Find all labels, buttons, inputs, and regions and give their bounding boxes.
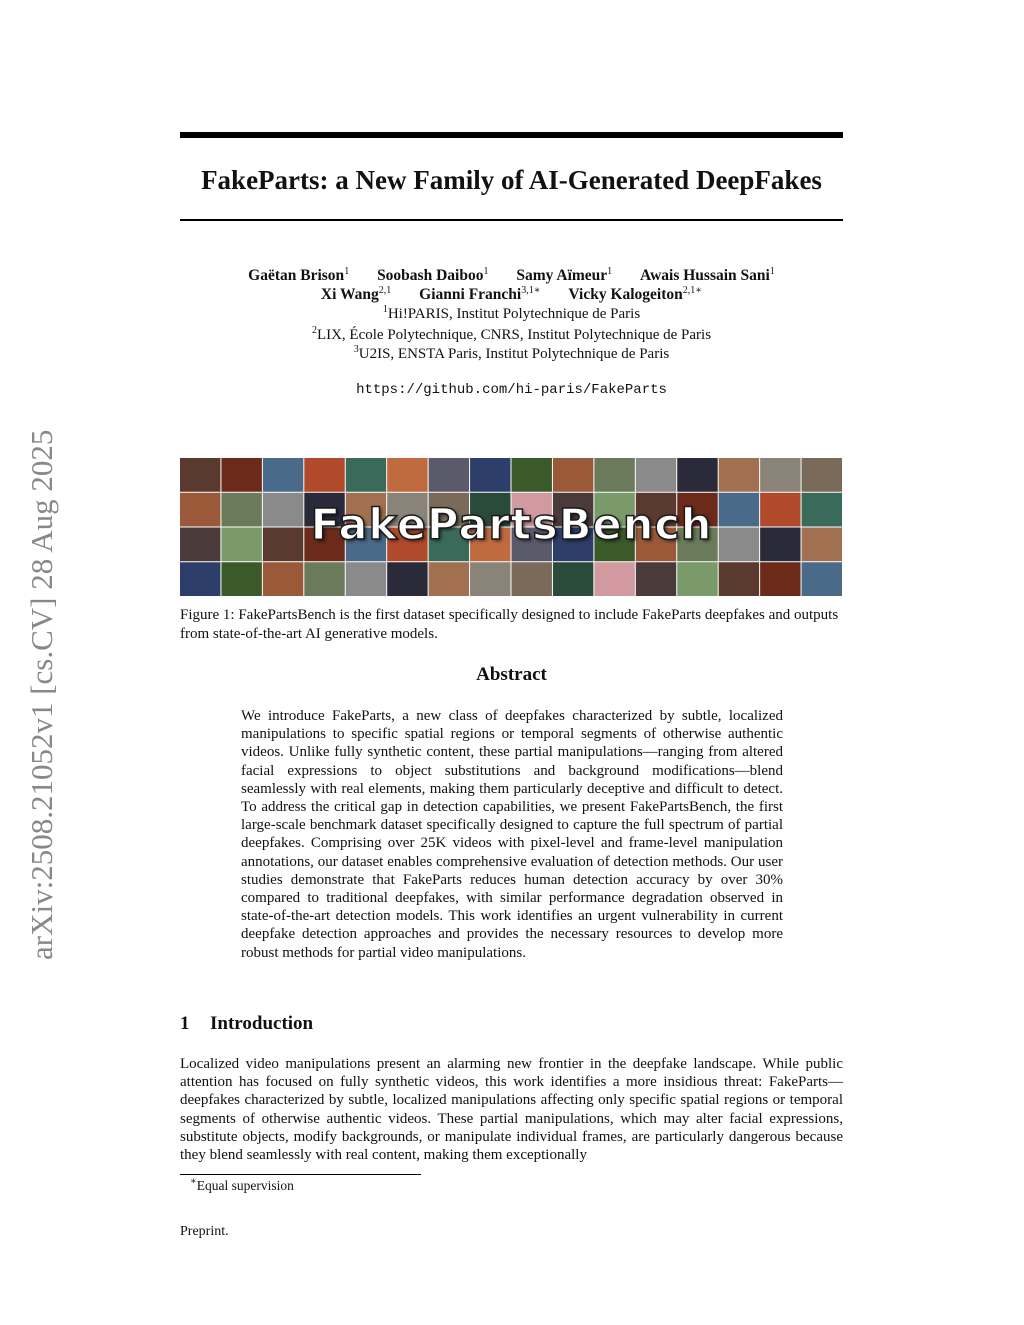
author: Gianni Franchi$^{3,1∗}$ — [419, 285, 541, 303]
frame-tile — [180, 562, 220, 596]
author: Awais Hussain Sani$^1$ — [640, 266, 775, 284]
paper-title: FakeParts: a New Family of AI-Generated DeepFakes — [201, 165, 822, 195]
top-rule — [180, 132, 843, 138]
frame-tile — [594, 562, 634, 596]
frame-tile — [802, 562, 842, 596]
frame-tile — [346, 562, 386, 596]
frame-tile — [263, 562, 303, 596]
author: Gaëtan Brison$^1$ — [248, 266, 350, 284]
teaser-image — [180, 458, 843, 597]
frame-tile — [180, 458, 220, 492]
footnote-rule — [180, 1174, 421, 1175]
frame-tile — [221, 458, 261, 492]
frame-tile — [677, 458, 717, 492]
frame-tile — [346, 458, 386, 492]
abstract-body: We introduce FakeParts, a new class of deepfakes characterized by subtle, localized manipulations to specific spatial regions or temporal segments of otherwise authentic videos. Unlike fully synthetic content, these partial manipulations—ranging from altered facial expressions to object substitutions and background modifications—blend seamlessly with real elements, making them particularly deceptive and difficult to detect. To address the critical gap in detection capabilities, we present FakePartsBench, the first large-scale benchmark dataset specifically designed to capture the full spectrum of partial deepfakes. Comprising over 25K videos with pixel-level and frame-level manipulation annotations, our dataset enables comprehensive evaluation of detection methods. Our user studies demonstrate that FakeParts reduces human detection accuracy by over 30% compared to traditional deepfakes, with similar performance degradation observed in state-of-the-art detection models. This work identifies an urgent vulnerability in current deepfake detection approaches and provides the necessary resources to develop more robust methods for partial video manipulations. — [241, 708, 783, 961]
frame-tile — [636, 458, 676, 492]
frame-tile — [263, 458, 303, 492]
affiliation: $^3$U2IS, ENSTA Paris, Institut Polytechnique de Paris — [353, 344, 670, 362]
arxiv-stamp: arXiv:2508.21052v1 [cs.CV] 28 Aug 2025 — [24, 429, 59, 960]
affiliation: $^1$Hi!PARIS, Institut Polytechnique de Paris — [382, 304, 641, 322]
frame-tile — [221, 562, 261, 596]
frame-tile — [553, 458, 593, 492]
frame-tile — [760, 562, 800, 596]
frame-tile — [429, 458, 469, 492]
section-heading — [180, 1013, 313, 1035]
section-number: 1 — [180, 1013, 190, 1034]
frame-tile — [594, 458, 634, 492]
author-row-1 — [180, 266, 843, 285]
frame-tile — [512, 562, 552, 596]
abstract-heading: Abstract — [476, 664, 547, 685]
section-title: Introduction — [210, 1013, 314, 1034]
frame-tile — [470, 458, 510, 492]
frame-tile — [429, 562, 469, 596]
teaser-title: FakePartsBench — [310, 500, 713, 550]
title-rule — [180, 219, 843, 221]
figure-caption: Figure 1: FakePartsBench is the first dataset specifically designed to include FakeParts deepfakes and outputs from state-of-the-art AI generative models. — [180, 607, 839, 642]
frame-tile — [802, 458, 842, 492]
author: Xi Wang$^{2,1}$ — [320, 285, 392, 303]
preprint-label: Preprint. — [180, 1224, 229, 1239]
affiliation: $^2$LIX, École Polytechnique, CNRS, Institut Polytechnique de Paris — [311, 325, 712, 343]
frame-tile — [553, 562, 593, 596]
footnote: ∗Equal supervision — [190, 1176, 294, 1193]
author: Vicky Kalogeiton$^{2,1∗}$ — [568, 285, 703, 303]
author-row-2 — [180, 285, 843, 304]
frame-tile — [470, 562, 510, 596]
frame-tile — [304, 458, 344, 492]
frame-tile — [512, 458, 552, 492]
frame-tile — [677, 562, 717, 596]
repo-link[interactable]: https://github.com/hi-paris/FakeParts — [356, 382, 667, 398]
intro-paragraph: Localized video manipulations present an alarming new frontier in the deepfake landscape. While public attention has focused on fully synthetic videos, this work identifies a more insidious threat: FakeParts—deepfakes characterized by subtle, localized manipulations affecting only specific spatial regions or temporal segments of otherwise authentic videos. These partial manipulations, which may alter facial expressions, substitute objects, modify backgrounds, or manipulate individual frames, are particularly dangerous because they blend seamlessly with real content, making them exceptionally — [180, 1056, 843, 1164]
frame-tile — [387, 562, 427, 596]
frame-tile — [387, 458, 427, 492]
frame-tile — [760, 458, 800, 492]
frame-tile — [304, 562, 344, 596]
frame-tile — [636, 562, 676, 596]
author: Samy Aïmeur$^1$ — [516, 266, 613, 284]
author: Soobash Daiboo$^1$ — [377, 266, 489, 284]
frame-tile — [719, 562, 759, 596]
frame-tile — [719, 458, 759, 492]
